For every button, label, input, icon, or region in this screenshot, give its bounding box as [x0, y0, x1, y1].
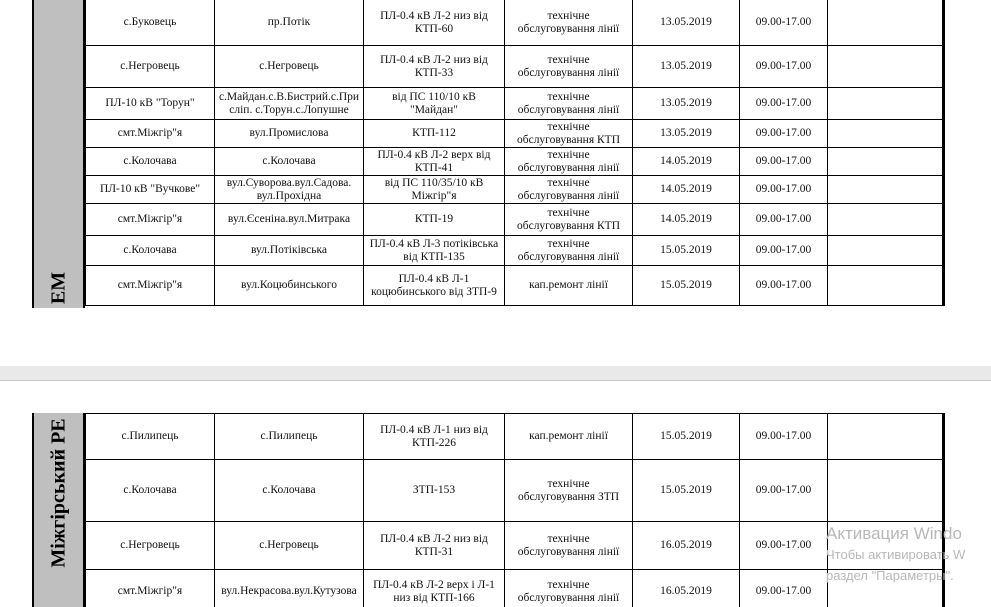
- cell-work: технічне обслуговування ЗТП: [505, 460, 633, 522]
- cell-settlement: смт.Міжгір"я: [86, 120, 215, 148]
- cell-street: пр.Потік: [215, 0, 364, 46]
- region-band-bottom: [32, 413, 85, 607]
- cell-settlement: с.Пилипець: [86, 414, 215, 460]
- cell-date: 16.05.2019: [633, 570, 740, 607]
- cell-empty: [828, 0, 944, 46]
- page-gap: [0, 366, 991, 380]
- cell-date: 13.05.2019: [633, 46, 740, 88]
- cell-street: с.Негровець: [215, 46, 364, 88]
- cell-empty: [828, 176, 944, 204]
- cell-date: 15.05.2019: [633, 266, 740, 306]
- windows-activation-text: Чтобы активировать W: [826, 547, 965, 562]
- cell-time: 09.00-17.00: [740, 236, 828, 266]
- table-row: [86, 522, 944, 570]
- table-row: [86, 204, 944, 236]
- cell-street: вул.Єсеніна.вул.Митрака: [215, 204, 364, 236]
- cell-date: 13.05.2019: [633, 0, 740, 46]
- table-row: [86, 176, 944, 204]
- cell-time: 09.00-17.00: [740, 120, 828, 148]
- cell-work: технічне обслуговування КТП: [505, 204, 633, 236]
- cell-street: с.Негровець: [215, 522, 364, 570]
- cell-time: 09.00-17.00: [740, 88, 828, 120]
- windows-activation-hint: раздел "Параметры".: [826, 568, 954, 583]
- cell-street: с.Колочава: [215, 148, 364, 176]
- cell-time: 09.00-17.00: [740, 460, 828, 522]
- cell-work: технічне обслуговування лінії: [505, 0, 633, 46]
- cell-object: ПЛ-0.4 кВ Л-2 низ від КТП-60: [364, 0, 505, 46]
- region-label-bottom: Міжгірський РЕ: [47, 418, 70, 567]
- windows-activation-title: Активация Windo: [826, 524, 962, 544]
- cell-settlement: с.Негровець: [86, 522, 215, 570]
- cell-settlement: с.Негровець: [86, 46, 215, 88]
- cell-work: технічне обслуговування лінії: [505, 570, 633, 607]
- cell-date: 14.05.2019: [633, 176, 740, 204]
- cell-street: с.Майдан.с.В.Бистрий.с.При сліп. с.Торун.с.Лопушне: [215, 88, 364, 120]
- cell-time: 09.00-17.00: [740, 46, 828, 88]
- table-row: [86, 460, 944, 522]
- cell-object: ПЛ-0.4 кВ Л-2 низ від КТП-31: [364, 522, 505, 570]
- table-row: [86, 266, 944, 306]
- cell-object: ПЛ-0.4 кВ Л-3 потіківська від КТП-135: [364, 236, 505, 266]
- cell-time: 09.00-17.00: [740, 570, 828, 607]
- cell-work: технічне обслуговування лінії: [505, 148, 633, 176]
- cell-work: технічне обслуговування КТП: [505, 120, 633, 148]
- cell-time: 09.00-17.00: [740, 204, 828, 236]
- cell-empty: [828, 460, 944, 522]
- cell-work: технічне обслуговування лінії: [505, 46, 633, 88]
- cell-work: технічне обслуговування лінії: [505, 88, 633, 120]
- cell-object: ПЛ-0.4 кВ Л-2 верх від КТП-41: [364, 148, 505, 176]
- cell-time: 09.00-17.00: [740, 0, 828, 46]
- cell-street: вул.Промислова: [215, 120, 364, 148]
- cell-object: ПЛ-0.4 кВ Л-1 коцюбинського від ЗТП-9: [364, 266, 505, 306]
- cell-work: технічне обслуговування лінії: [505, 176, 633, 204]
- cell-date: 14.05.2019: [633, 204, 740, 236]
- cell-object: ПЛ-0.4 кВ Л-2 низ від КТП-33: [364, 46, 505, 88]
- cell-empty: [828, 236, 944, 266]
- cell-date: 14.05.2019: [633, 148, 740, 176]
- cell-settlement: с.Колочава: [86, 148, 215, 176]
- cell-settlement: ПЛ-10 кВ "Торун": [86, 88, 215, 120]
- cell-work: технічне обслуговування лінії: [505, 236, 633, 266]
- cell-date: 15.05.2019: [633, 236, 740, 266]
- table-row: [86, 570, 944, 607]
- cell-time: 09.00-17.00: [740, 266, 828, 306]
- cell-street: с.Пилипець: [215, 414, 364, 460]
- cell-work: технічне обслуговування лінії: [505, 522, 633, 570]
- schedule-table-page-2: [85, 413, 945, 607]
- cell-date: 13.05.2019: [633, 88, 740, 120]
- table-row: [86, 0, 944, 46]
- cell-time: 09.00-17.00: [740, 176, 828, 204]
- table-row: [86, 120, 944, 148]
- cell-object: ПЛ-0.4 кВ Л-1 низ від КТП-226: [364, 414, 505, 460]
- cell-settlement: ПЛ-10 кВ "Вучкове": [86, 176, 215, 204]
- region-label-top: ЕМ: [47, 272, 70, 304]
- cell-work: кап.ремонт лінії: [505, 266, 633, 306]
- cell-date: 15.05.2019: [633, 414, 740, 460]
- cell-object: КТП-19: [364, 204, 505, 236]
- table-row: [86, 414, 944, 460]
- cell-empty: [828, 204, 944, 236]
- cell-date: 16.05.2019: [633, 522, 740, 570]
- cell-time: 09.00-17.00: [740, 148, 828, 176]
- cell-settlement: смт.Міжгір"я: [86, 204, 215, 236]
- cell-settlement: с.Буковець: [86, 0, 215, 46]
- cell-object: ЗТП-153: [364, 460, 505, 522]
- cell-street: с.Колочава: [215, 460, 364, 522]
- table-row: [86, 236, 944, 266]
- cell-object: КТП-112: [364, 120, 505, 148]
- table-row: [86, 46, 944, 88]
- cell-time: 09.00-17.00: [740, 522, 828, 570]
- cell-street: вул.Коцюбинського: [215, 266, 364, 306]
- cell-street: вул.Суворова.вул.Садова. вул.Прохідна: [215, 176, 364, 204]
- schedule-table-page-1: [85, 0, 945, 306]
- cell-empty: [828, 46, 944, 88]
- cell-empty: [828, 148, 944, 176]
- cell-settlement: с.Колочава: [86, 460, 215, 522]
- cell-empty: [828, 88, 944, 120]
- cell-object: від ПС 110/10 кВ "Майдан": [364, 88, 505, 120]
- cell-empty: [828, 266, 944, 306]
- cell-time: 09.00-17.00: [740, 414, 828, 460]
- cell-object: ПЛ-0.4 кВ Л-2 верх і Л-1 низ від КТП-166: [364, 570, 505, 607]
- cell-work: кап.ремонт лінії: [505, 414, 633, 460]
- cell-object: від ПС 110/35/10 кВ Міжгір"я: [364, 176, 505, 204]
- cell-empty: [828, 414, 944, 460]
- cell-empty: [828, 120, 944, 148]
- cell-date: 15.05.2019: [633, 460, 740, 522]
- cell-settlement: с.Колочава: [86, 236, 215, 266]
- cell-street: вул.Потіківська: [215, 236, 364, 266]
- table-row: [86, 88, 944, 120]
- cell-street: вул.Некрасова.вул.Кутузова: [215, 570, 364, 607]
- region-band-top: [32, 0, 85, 308]
- cell-settlement: смт.Міжгір"я: [86, 570, 215, 607]
- table-row: [86, 148, 944, 176]
- cell-settlement: смт.Міжгір"я: [86, 266, 215, 306]
- cell-date: 13.05.2019: [633, 120, 740, 148]
